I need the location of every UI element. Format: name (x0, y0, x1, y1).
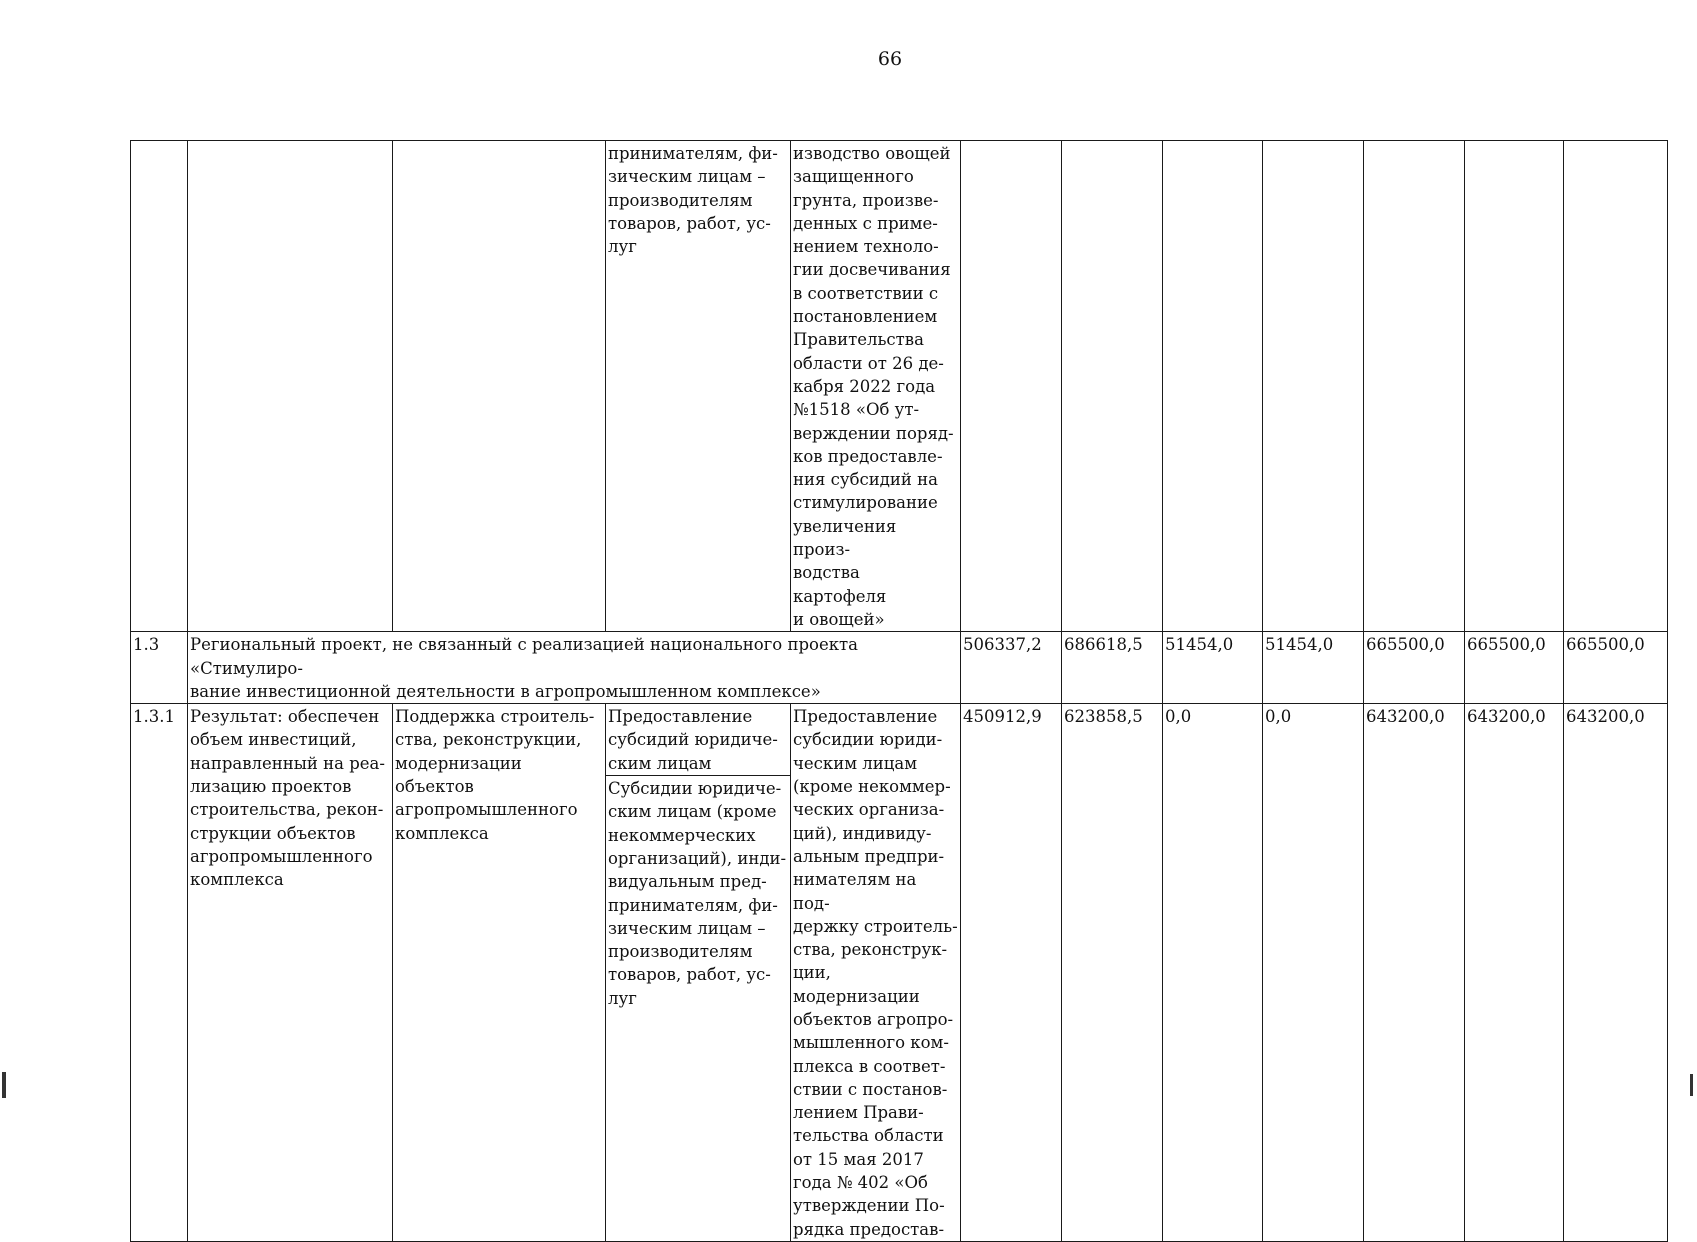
cell-number (131, 141, 188, 632)
cell-value-5 (1364, 141, 1465, 632)
event-type-top: Предоставление субсидий юридиче- ским лицам (608, 707, 778, 773)
cell-value-6 (1465, 141, 1564, 632)
value-cell: 686618,5 (1062, 632, 1163, 704)
event-type-cell (606, 704, 791, 1242)
cell-value-1 (961, 141, 1062, 632)
project-row (131, 632, 1668, 704)
cell-event-type: принимателям, фи- зическим лицам – производителям товаров, работ, ус- луг (606, 141, 791, 632)
value-cell: 51454,0 (1263, 632, 1364, 704)
row-number: 1.3 (131, 632, 188, 704)
project-title: Региональный проект, не связанный с реализацией национального проекта «Стимулиро- вание инвестиционной деятельности в агропромышленном комплексе» (188, 632, 961, 704)
result-cell: Результат: обеспечен объем инвестиций, направленный на реа- лизацию проектов строительства, рекон- струкции объектов агропромышленного комплекса (188, 704, 393, 1242)
description-cell: Предоставление субсидии юриди- ческим лицам (кроме некоммер- ческих организа- ций), индивиду- альным предпри- нимателям на под- держку строитель- ства, реконструк- ции, модернизации объектов агропро- мышленного ком- плекса в соответ- ствии с постанов- лением Прави- тельства области от 15 мая 2017 года № 402 «Об утверждении По- рядка предостав- (791, 704, 961, 1242)
value-cell: 665500,0 (1564, 632, 1668, 704)
cell-value-7 (1564, 141, 1668, 632)
value-cell: 0,0 (1163, 704, 1263, 1242)
value-cell: 51454,0 (1163, 632, 1263, 704)
cell-value-4 (1263, 141, 1364, 632)
left-scan-mark (2, 1072, 6, 1098)
event-type-bottom: Субсидии юридиче- ским лицам (кроме некоммерческих организаций), инди- видуальным пред- принимателям, фи- зическим лицам – производителям товаров, работ, ус- луг (606, 775, 790, 1010)
value-cell: 623858,5 (1062, 704, 1163, 1242)
cell-description: изводство овощей защищенного грунта, произве- денных с приме- нением техноло- гии досвечивания в соответствии с постановлением Правительства области от 26 де- кабря 2022 года №1518 «Об ут- верждении поряд- ков предоставле- ния субсидий на стимулирование увеличения произ- водства картофеля и овощей» (791, 141, 961, 632)
value-cell: 643200,0 (1465, 704, 1564, 1242)
cell-value-3 (1163, 141, 1263, 632)
value-cell: 0,0 (1263, 704, 1364, 1242)
page-number: 66 (877, 48, 903, 70)
value-cell: 643200,0 (1364, 704, 1465, 1242)
value-cell: 643200,0 (1564, 704, 1668, 1242)
measure-cell: Поддержка строитель- ства, реконструкции, модернизации объектов агропромышленного комплекса (393, 704, 606, 1242)
value-cell: 665500,0 (1465, 632, 1564, 704)
continuation-row (131, 141, 1668, 632)
cell-value-2 (1062, 141, 1163, 632)
value-cell: 665500,0 (1364, 632, 1465, 704)
value-cell: 506337,2 (961, 632, 1062, 704)
result-row (131, 704, 1668, 1242)
value-cell: 450912,9 (961, 704, 1062, 1242)
row-number: 1.3.1 (131, 704, 188, 1242)
cell-result (188, 141, 393, 632)
budget-table (130, 140, 1668, 1242)
right-scan-mark (1690, 1074, 1693, 1096)
cell-measure (393, 141, 606, 632)
